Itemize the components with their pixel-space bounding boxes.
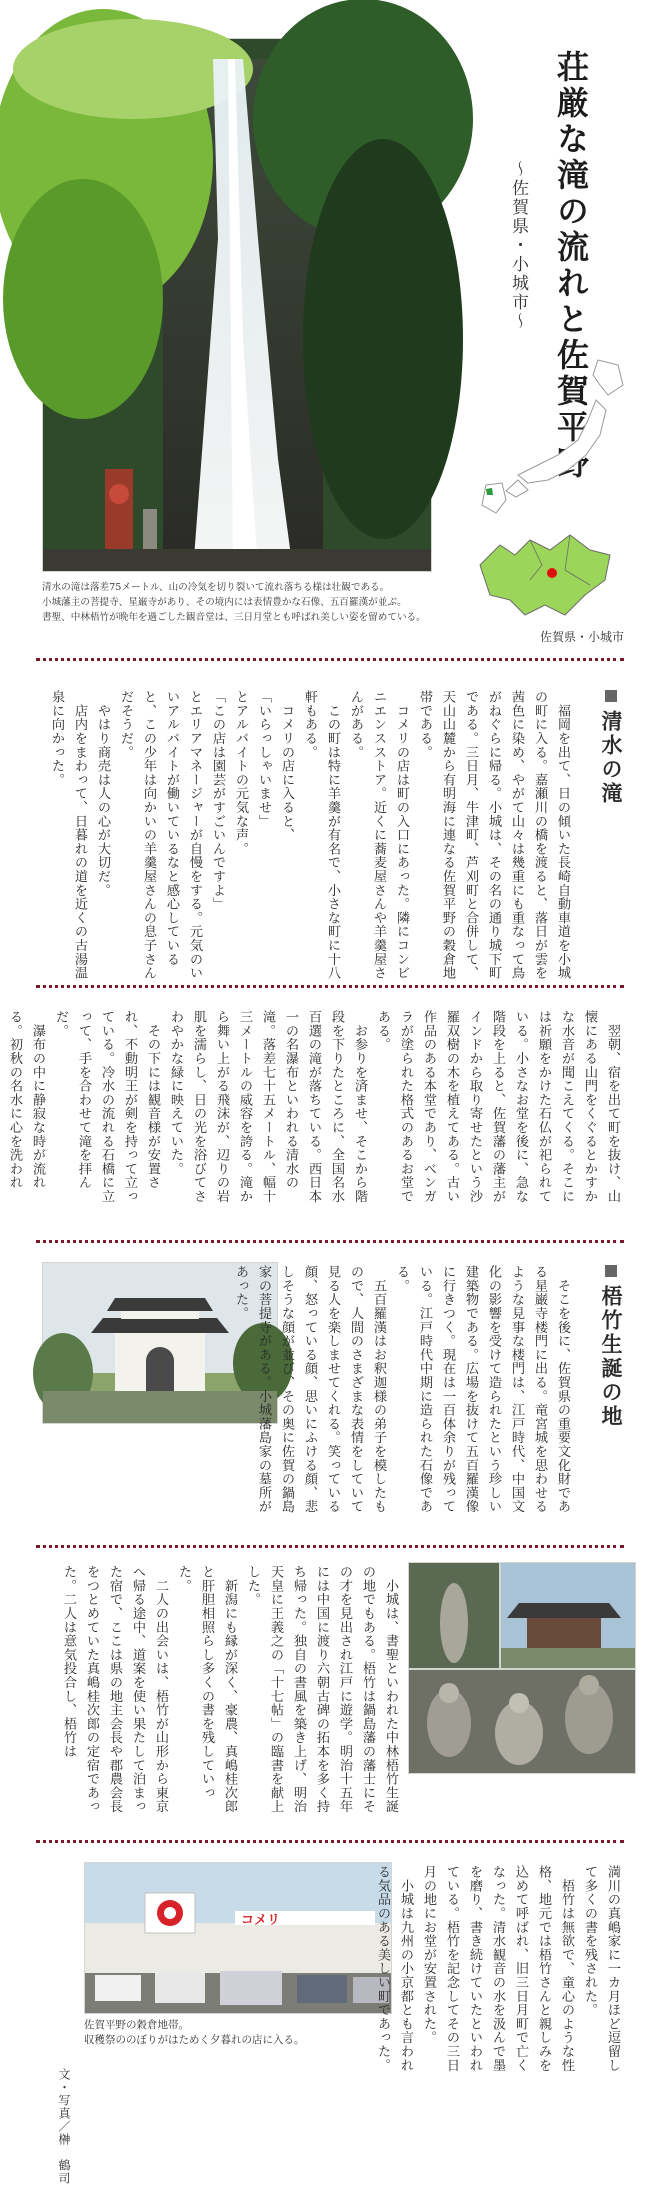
section2-body-3: 満川の真嶋家に一カ月ほど逗留して多くの書を残された。 梧竹は無欲で、童心のような性格、地元では梧竹さんと親しみを込めて呼ばれ、旧三日月町で亡くなった。清水観音の水を汲んで墨を磨り、書き続けていたといわれている。梧竹を記念してその三日月の地にお堂が安置された。 小城は九州の小京都とも言われる気品のある美しい町であった。 <box>375 1865 620 2072</box>
waterfall-photo <box>42 38 432 572</box>
section2-title <box>596 1265 626 1429</box>
location-dot <box>547 568 557 578</box>
store-sign: コメリ <box>241 1913 281 1928</box>
credit: 文・写真／榊 鶴司 <box>57 2068 71 2185</box>
rakan-statues-photo <box>408 1562 636 1774</box>
divider-3 <box>36 1240 624 1243</box>
section1-title <box>596 690 626 806</box>
photo-caption: 清水の滝は落差75メートル、山の冷気を切り裂いて流れ落ちる様は壮観である。 小城藩主の菩提寺、星巌寺があり、その境内には表情豊かな石像、五百羅漢が並ぶ。 書聖、中林梧竹が晩年を過ごした観音堂は、三日月堂とも呼ばれ美しい姿を留めている。 <box>42 582 426 623</box>
section2-body-2: 小城は、書聖といわれた中林梧竹生誕の地でもある。梧竹は鍋島藩の藩士にその才を見出され江戸に遊学。明治十五年には中国に渡り六朝古碑の拓本を多く持ち帰った。独自の書風を築き上げ、明治天皇に王義之の「十七帖」の臨書を献上した。 新潟にも縁が深く、豪農、真嶋桂次郎と肝胆相照らし多くの書を残していった。 二人の出会いは、梧竹が山形から東京へ帰る途中、道案を使い果たして泊まった宿で、ここは県の地主会長や郡農会長をつとめていた真嶋桂次郎の定宿であった。二人は意気投合し、梧竹は <box>61 1565 398 1814</box>
divider-4 <box>36 1545 624 1548</box>
section1-title-text: 清水の滝 <box>599 710 623 806</box>
store-caption: 佐賀平野の穀倉地帯。 収穫祭ののぼりがはためく夕暮れの店に入る。 <box>84 2019 305 2046</box>
divider-5 <box>36 1840 624 1843</box>
saga-map <box>470 525 620 625</box>
divider-2 <box>36 985 624 988</box>
section-square-icon-2 <box>605 1265 617 1277</box>
section-square-icon <box>605 690 617 702</box>
section2-title-text: 梧竹生誕の地 <box>599 1285 623 1429</box>
japan-map <box>468 355 628 515</box>
section2-body-1: そこを後に、佐賀県の重要文化財である星巌寺楼門に出る。竜宮城を思わせるような見事な楼門は、江戸時代、中国文化の影響を受けて造られたという珍しい建築物である。広場を抜けて五百羅漢像に行きつく。現在は一百体余りが残っている。江戸時代中期に造られた石像である。 五百羅漢はお釈迦様の弟子を模したもので、人間のさまざまな表情をしていて見る人を楽しませてくれる。笑っている顔、怒っている顔、思いにふける顔、悲しそうな顔が並び、その奥に佐賀の鍋島家の菩提寺がある。小城藩島家の墓所があった。 <box>233 1265 570 1514</box>
map-caption: 佐賀県・小城市 <box>540 630 625 644</box>
divider-1 <box>36 658 624 661</box>
page-subtitle: 〜佐賀県・小城市〜 <box>508 160 528 331</box>
section1-body-1: 福岡を出て、日の傾いた長崎自動車道を小城の町に入る。嘉瀬川の橋を渡ると、落日が雲を茜色に染め、やがて山々は幾重にも重なって鳥がねぐらに帰る。小城は、その名の通り城下町である。三日月、牛津町、芦刈町と合併して、天山山麓から有明海に連なる佐賀平野の穀倉地帯である。 コメリの店は町の入口にあった。隣にコンビニエンスストア。近くに蕎麦屋さんや羊羹屋さんがある。 この町は特に羊羹が有名で、小さな町に十八軒もある。 コメリの店に入ると、 「いらっしゃいませ」 とアルバイトの元気な声。 「この店は園芸がすごいんですよ」 とエリアマネージャーが自慢をする。元気のいいアルバイトが働いているなと感心していると、この少年は向かいの羊羹屋さんの息子さんだそうだ。 やはり商売は人の心が大切だ。 店内をまわって、日暮れの道を近くの古湯温泉に向かった。 <box>49 690 570 980</box>
page-title: 荘厳な滝の流れと佐賀平野 <box>552 50 590 482</box>
komeri-store-photo <box>84 1862 392 2014</box>
section1-body-2: 翌朝、宿を出て町を抜け、山懐にある山門をくぐるとかすかな水音が聞こえてくる。そこには祈願をかけた石仏が祀られている。小さなお堂を後に、急な階段を上ると、佐賀藩の藩主がインドから取り寄せたという沙羅双樹の木を植えてある。古い作品のある本堂であり、べンガラが塗られた格式のあるお堂である。 お参りを済ませ、そこから階段を下りたところに、全国名水百選の滝が落ちている。西日本一の名瀑布といわれる清水の滝。落差七十五メートル、幅十三メートルの威容を誇る。滝から舞い上がる飛沫が、辺りの岩肌を濡らし、日の光を浴びてさわやかな緑に映えていた。 その下には観音様が安置され、不動明王が剣を持って立っている。冷水の流れる石橋に立って、手を合わせて滝を拝んだ。 瀑布の中に静寂な時が流れる。初秋の名水に心を洗われ <box>7 1010 620 1204</box>
